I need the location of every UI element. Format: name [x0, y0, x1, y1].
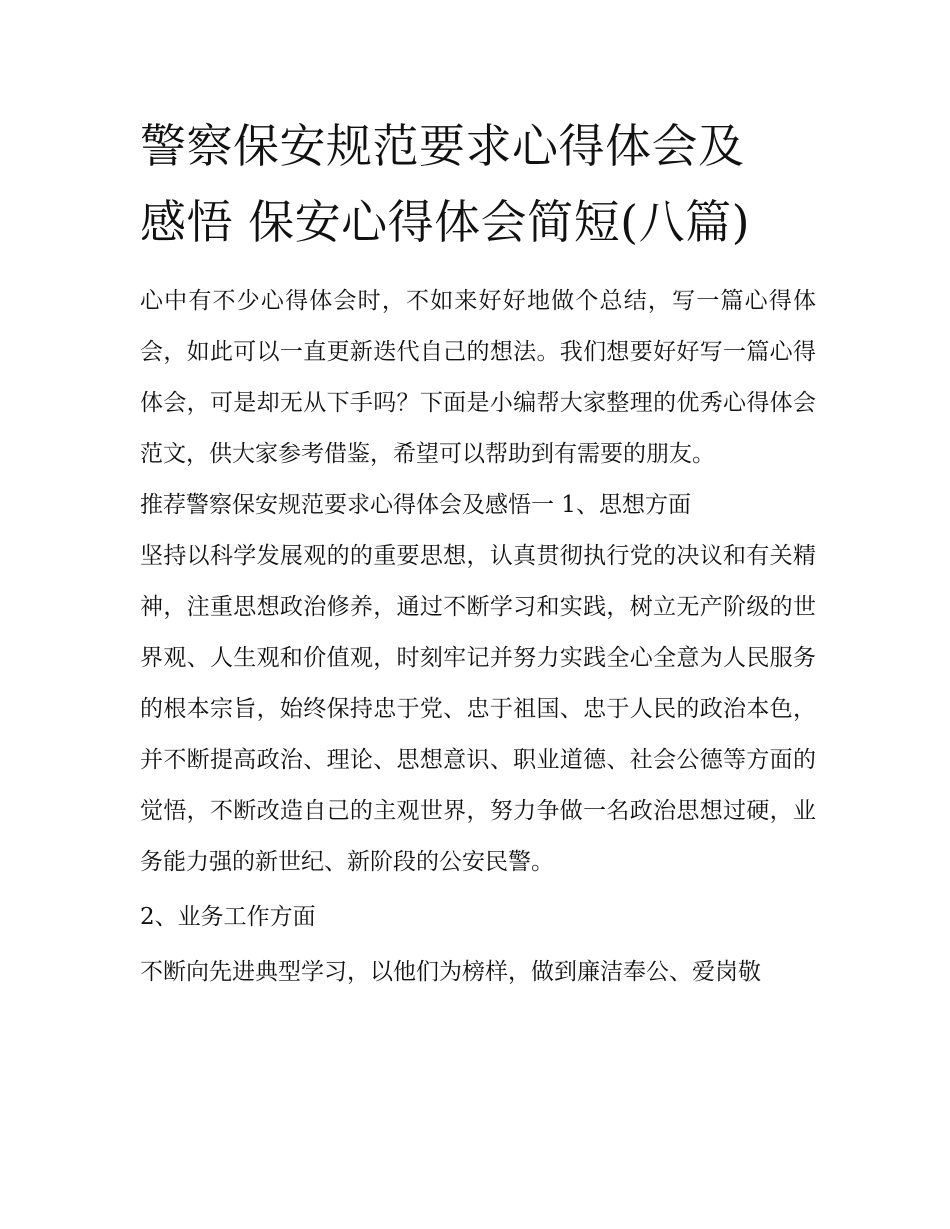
intro-paragraph: 心中有不少心得体会时，不如来好好地做个总结，写一篇心得体会，如此可以一直更新迭代自己的想法。我们想要好好写一篇心得体会，可是却无从下手吗？下面是小编帮大家整理的优秀心得体会范文，供大家参考借鉴，希望可以帮助到有需要的朋友。 — [140, 288, 816, 467]
document-page — [140, 108, 816, 998]
title-line-1: 警察保安规范要求心得体会及 — [140, 119, 745, 173]
section-2-heading: 2、业务工作方面 — [140, 904, 316, 930]
section-2-paragraph: 不断向先进典型学习，以他们为榜样，做到廉洁奉公、爱岗敬 — [140, 959, 761, 985]
document-title — [140, 108, 816, 260]
section-1-paragraph: 坚持以科学发展观的的重要思想，认真贯彻执行党的决议和有关精神，注重思想政治修养，通过不断学习和实践，树立无产阶级的世界观、人生观和价值观，时刻牢记并努力实践全心全意为人民服务的根本宗旨，始终保持忠于党、忠于祖国、忠于人民的政治本色，并不断提高政治、理论、思想意识、职业道德、社会公德等方面的觉悟，不断改造自己的主观世界，努力争做一名政治思想过硬，业务能力强的新世纪、新阶段的公安民警。 — [140, 543, 816, 875]
section-1-heading: 推荐警察保安规范要求心得体会及感悟一 1、思想方面 — [140, 492, 691, 518]
title-line-2: 感悟 保安心得体会简短(八篇) — [140, 195, 751, 249]
